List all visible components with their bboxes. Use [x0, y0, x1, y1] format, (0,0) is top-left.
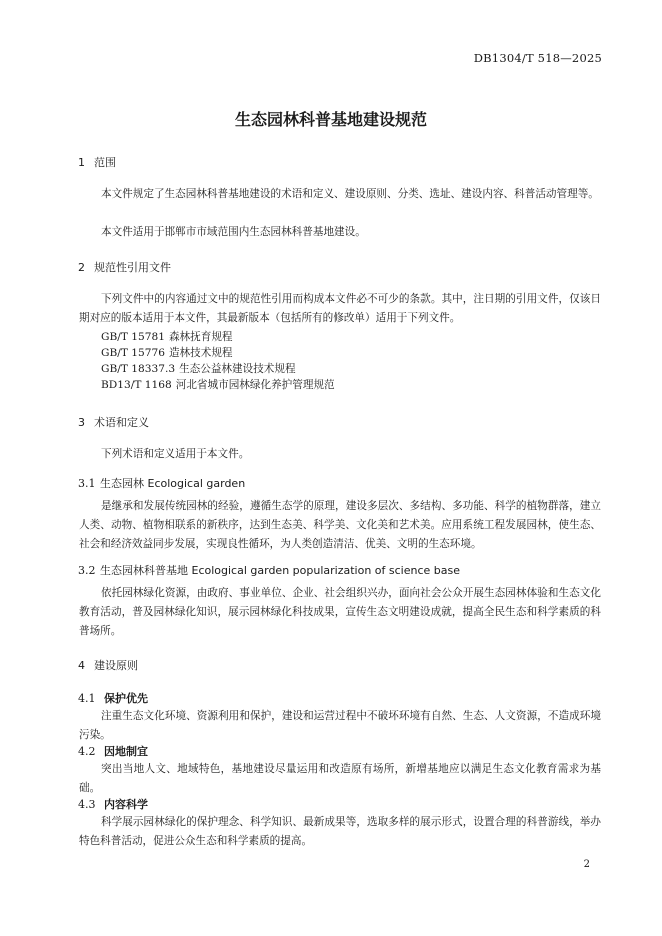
section-number: 2 [78, 261, 85, 274]
reference-code: GB/T 18337.3 [101, 363, 176, 375]
clause-number: 4.3 [78, 798, 96, 811]
clause-4-1-heading [78, 690, 148, 706]
term-number: 3.1 [78, 477, 96, 490]
section-4-heading [78, 657, 138, 673]
clause-number: 4.2 [78, 745, 96, 758]
section-2-heading [78, 259, 171, 275]
section-3-paragraph-1: 下列术语和定义适用于本文件。 [101, 448, 250, 460]
term-3-2-heading [78, 562, 460, 578]
section-1-paragraph-2: 本文件适用于邯郸市市域范围内生态园林科普基地建设。 [101, 226, 366, 238]
reference-code: BD13/T 1168 [101, 379, 172, 391]
section-number: 4 [78, 659, 85, 672]
term-3-2-definition: 依托园林绿化资源，由政府、事业单位、企业、社会组织兴办，面向社会公众开展生态园林体验和生态文化教育活动，普及园林绿化知识，展示园林绿化科技成果，宣传生态文明建设成就，提高全民生态和科学素质的科普场所。 [79, 587, 601, 637]
term-title: 生态园林科普基地 Ecological garden popularization of science base [100, 564, 460, 577]
reference-code: GB/T 15776 [101, 347, 165, 359]
page-number: 2 [583, 859, 590, 870]
section-title: 范围 [94, 156, 116, 169]
clause-4-2-heading [78, 743, 148, 759]
reference-code: GB/T 15781 [101, 331, 165, 343]
section-title: 规范性引用文件 [94, 261, 171, 274]
document-title: 生态园林科普基地建设规范 [234, 110, 427, 129]
clause-4-2-text: 突出当地人文、地域特色，基地建设尽量运用和改造原有场所，新增基地应以满足生态文化教育需求为基础。 [79, 763, 601, 794]
section-number: 1 [78, 156, 85, 169]
reference-name: 生态公益林建设技术规程 [179, 363, 296, 375]
section-number: 3 [78, 416, 85, 429]
clause-title: 因地制宜 [104, 745, 148, 758]
reference-name: 造林技术规程 [168, 347, 233, 359]
section-title: 术语和定义 [94, 416, 149, 429]
reference-name: 森林抚育规程 [168, 331, 233, 343]
term-number: 3.2 [78, 564, 96, 577]
reference-item [101, 376, 335, 395]
doc-code-header: DB1304/T 518—2025 [473, 51, 602, 65]
term-3-1-heading [78, 475, 245, 491]
section-title: 建设原则 [94, 659, 138, 672]
reference-name: 河北省城市园林绿化养护管理规范 [175, 379, 335, 391]
clause-title: 保护优先 [104, 692, 148, 705]
clause-number: 4.1 [78, 692, 96, 705]
section-1-paragraph-1: 本文件规定了生态园林科普基地建设的术语和定义、建设原则、分类、选址、建设内容、科普活动管理等。 [101, 188, 599, 200]
clause-4-3-heading [78, 796, 148, 812]
clause-4-1-text: 注重生态文化环境、资源利用和保护，建设和运营过程中不破坏环境有自然、生态、人文资源，不造成环境污染。 [79, 710, 601, 741]
section-2-paragraph-1: 下列文件中的内容通过文中的规范性引用而构成本文件必不可少的条款。其中，注日期的引用文件，仅该日期对应的版本适用于本文件，其最新版本（包括所有的修改单）适用于下列文件。 [79, 293, 601, 324]
section-1-heading [78, 154, 116, 170]
term-3-1-definition: 是继承和发展传统园林的经验，遵循生态学的原理，建设多层次、多结构、多功能、科学的植物群落，建立人类、动物、植物相联系的新秩序，达到生态美、科学美、文化美和艺术美。应用系统工程发展园林，使生态、社会和经济效益同步发展，实现良性循环，为人类创造清洁、优美、文明的生态环境。 [79, 500, 601, 550]
clause-title: 内容科学 [104, 798, 148, 811]
clause-4-3-text: 科学展示园林绿化的保护理念、科学知识、最新成果等，选取多样的展示形式，设置合理的科普游线，举办特色科普活动，促进公众生态和科学素质的提高。 [79, 816, 601, 847]
section-3-heading [78, 414, 149, 430]
term-title: 生态园林 Ecological garden [100, 477, 246, 490]
